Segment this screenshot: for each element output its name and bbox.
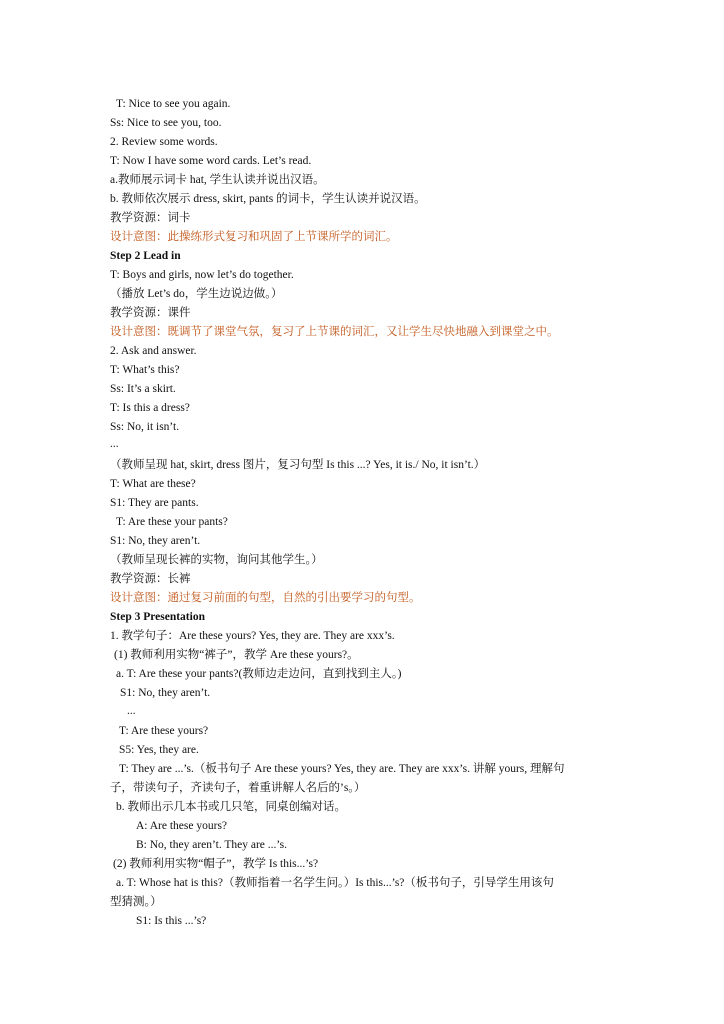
text-line: （播放 Let’s do，学生边说边做。） (110, 288, 283, 300)
design-intent-line: 设计意图：既调节了课堂气氛，复习了上节课的词汇，又让学生尽快地融入到课堂之中。 (110, 326, 559, 338)
design-intent-line: 设计意图：通过复习前面的句型，自然的引出要学习的句型。 (110, 592, 421, 604)
text-line: A: Are these yours? (136, 820, 228, 832)
text-line: (2) 教师利用实物“帽子”，教学 Is this...’s? (113, 858, 319, 870)
text-line: S1: No, they aren’t. (120, 687, 211, 699)
step-heading: Step 3 Presentation (110, 611, 205, 623)
text-line: 型猜测。） (110, 896, 162, 908)
text-line: 子，带读句子，齐读句子，着重讲解人名后的’s。） (110, 782, 366, 794)
text-line: a.教师展示词卡 hat, 学生认读并说出汉语。 (110, 174, 325, 186)
text-line: T: Nice to see you again. (116, 98, 231, 110)
text-line: b. 教师出示几本书或几只笔，同桌创编对话。 (116, 801, 346, 813)
text-line: T: Is this a dress? (110, 402, 190, 414)
text-line: T: Are these yours? (119, 725, 209, 737)
text-line: a. T: Whose hat is this?（教师指着一名学生问。）Is this...’s?（板书句子，引导学生用该句 (116, 877, 554, 889)
text-line: Ss: Nice to see you, too. (110, 117, 222, 129)
resource-line: 教学资源：词卡 (110, 212, 191, 224)
text-line: a. T: Are these your pants?(教师边走边问，直到找到主人。) (116, 668, 402, 680)
text-line: b. 教师依次展示 dress, skirt, pants 的词卡，学生认读并说汉语。 (110, 193, 426, 205)
text-line: T: What’s this? (110, 364, 180, 376)
resource-line: 教学资源：课件 (110, 307, 191, 319)
text-line: S1: Is this ...’s? (136, 915, 207, 927)
text-line: T: Are these your pants? (116, 516, 228, 528)
text-line: （教师呈现 hat, skirt, dress 图片，复习句型 Is this ...? Yes, it is./ No, it isn’t.） (110, 459, 486, 471)
text-line: Ss: It’s a skirt. (110, 383, 176, 395)
text-line: ... (110, 438, 119, 450)
text-line: 1. 教学句子：Are these yours? Yes, they are. They are xxx’s. (110, 630, 395, 642)
text-line: （教师呈现长裤的实物，询问其他学生。） (110, 554, 323, 566)
text-line: (1) 教师利用实物“裤子”，教学 Are these yours?。 (114, 649, 359, 661)
step-heading: Step 2 Lead in (110, 250, 181, 262)
text-line: Ss: No, it isn’t. (110, 421, 180, 433)
text-line: S5: Yes, they are. (119, 744, 199, 756)
text-line: T: What are these? (110, 478, 196, 490)
text-line: S1: They are pants. (110, 497, 199, 509)
text-line: B: No, they aren’t. They are ...’s. (136, 839, 287, 851)
resource-line: 教学资源：长裤 (110, 573, 191, 585)
text-line: 2. Ask and answer. (110, 345, 197, 357)
text-line: T: Now I have some word cards. Let’s read. (110, 155, 312, 167)
text-line: T: They are ...’s.（板书句子 Are these yours? Yes, they are. They are xxx’s. 讲解 yours, 理解句 (119, 763, 565, 775)
text-line: S1: No, they aren’t. (110, 535, 201, 547)
text-line: 2. Review some words. (110, 136, 218, 148)
design-intent-line: 设计意图：此操练形式复习和巩固了上节课所学的词汇。 (110, 231, 398, 243)
text-line: T: Boys and girls, now let’s do together. (110, 269, 294, 281)
text-line: ... (127, 705, 136, 717)
